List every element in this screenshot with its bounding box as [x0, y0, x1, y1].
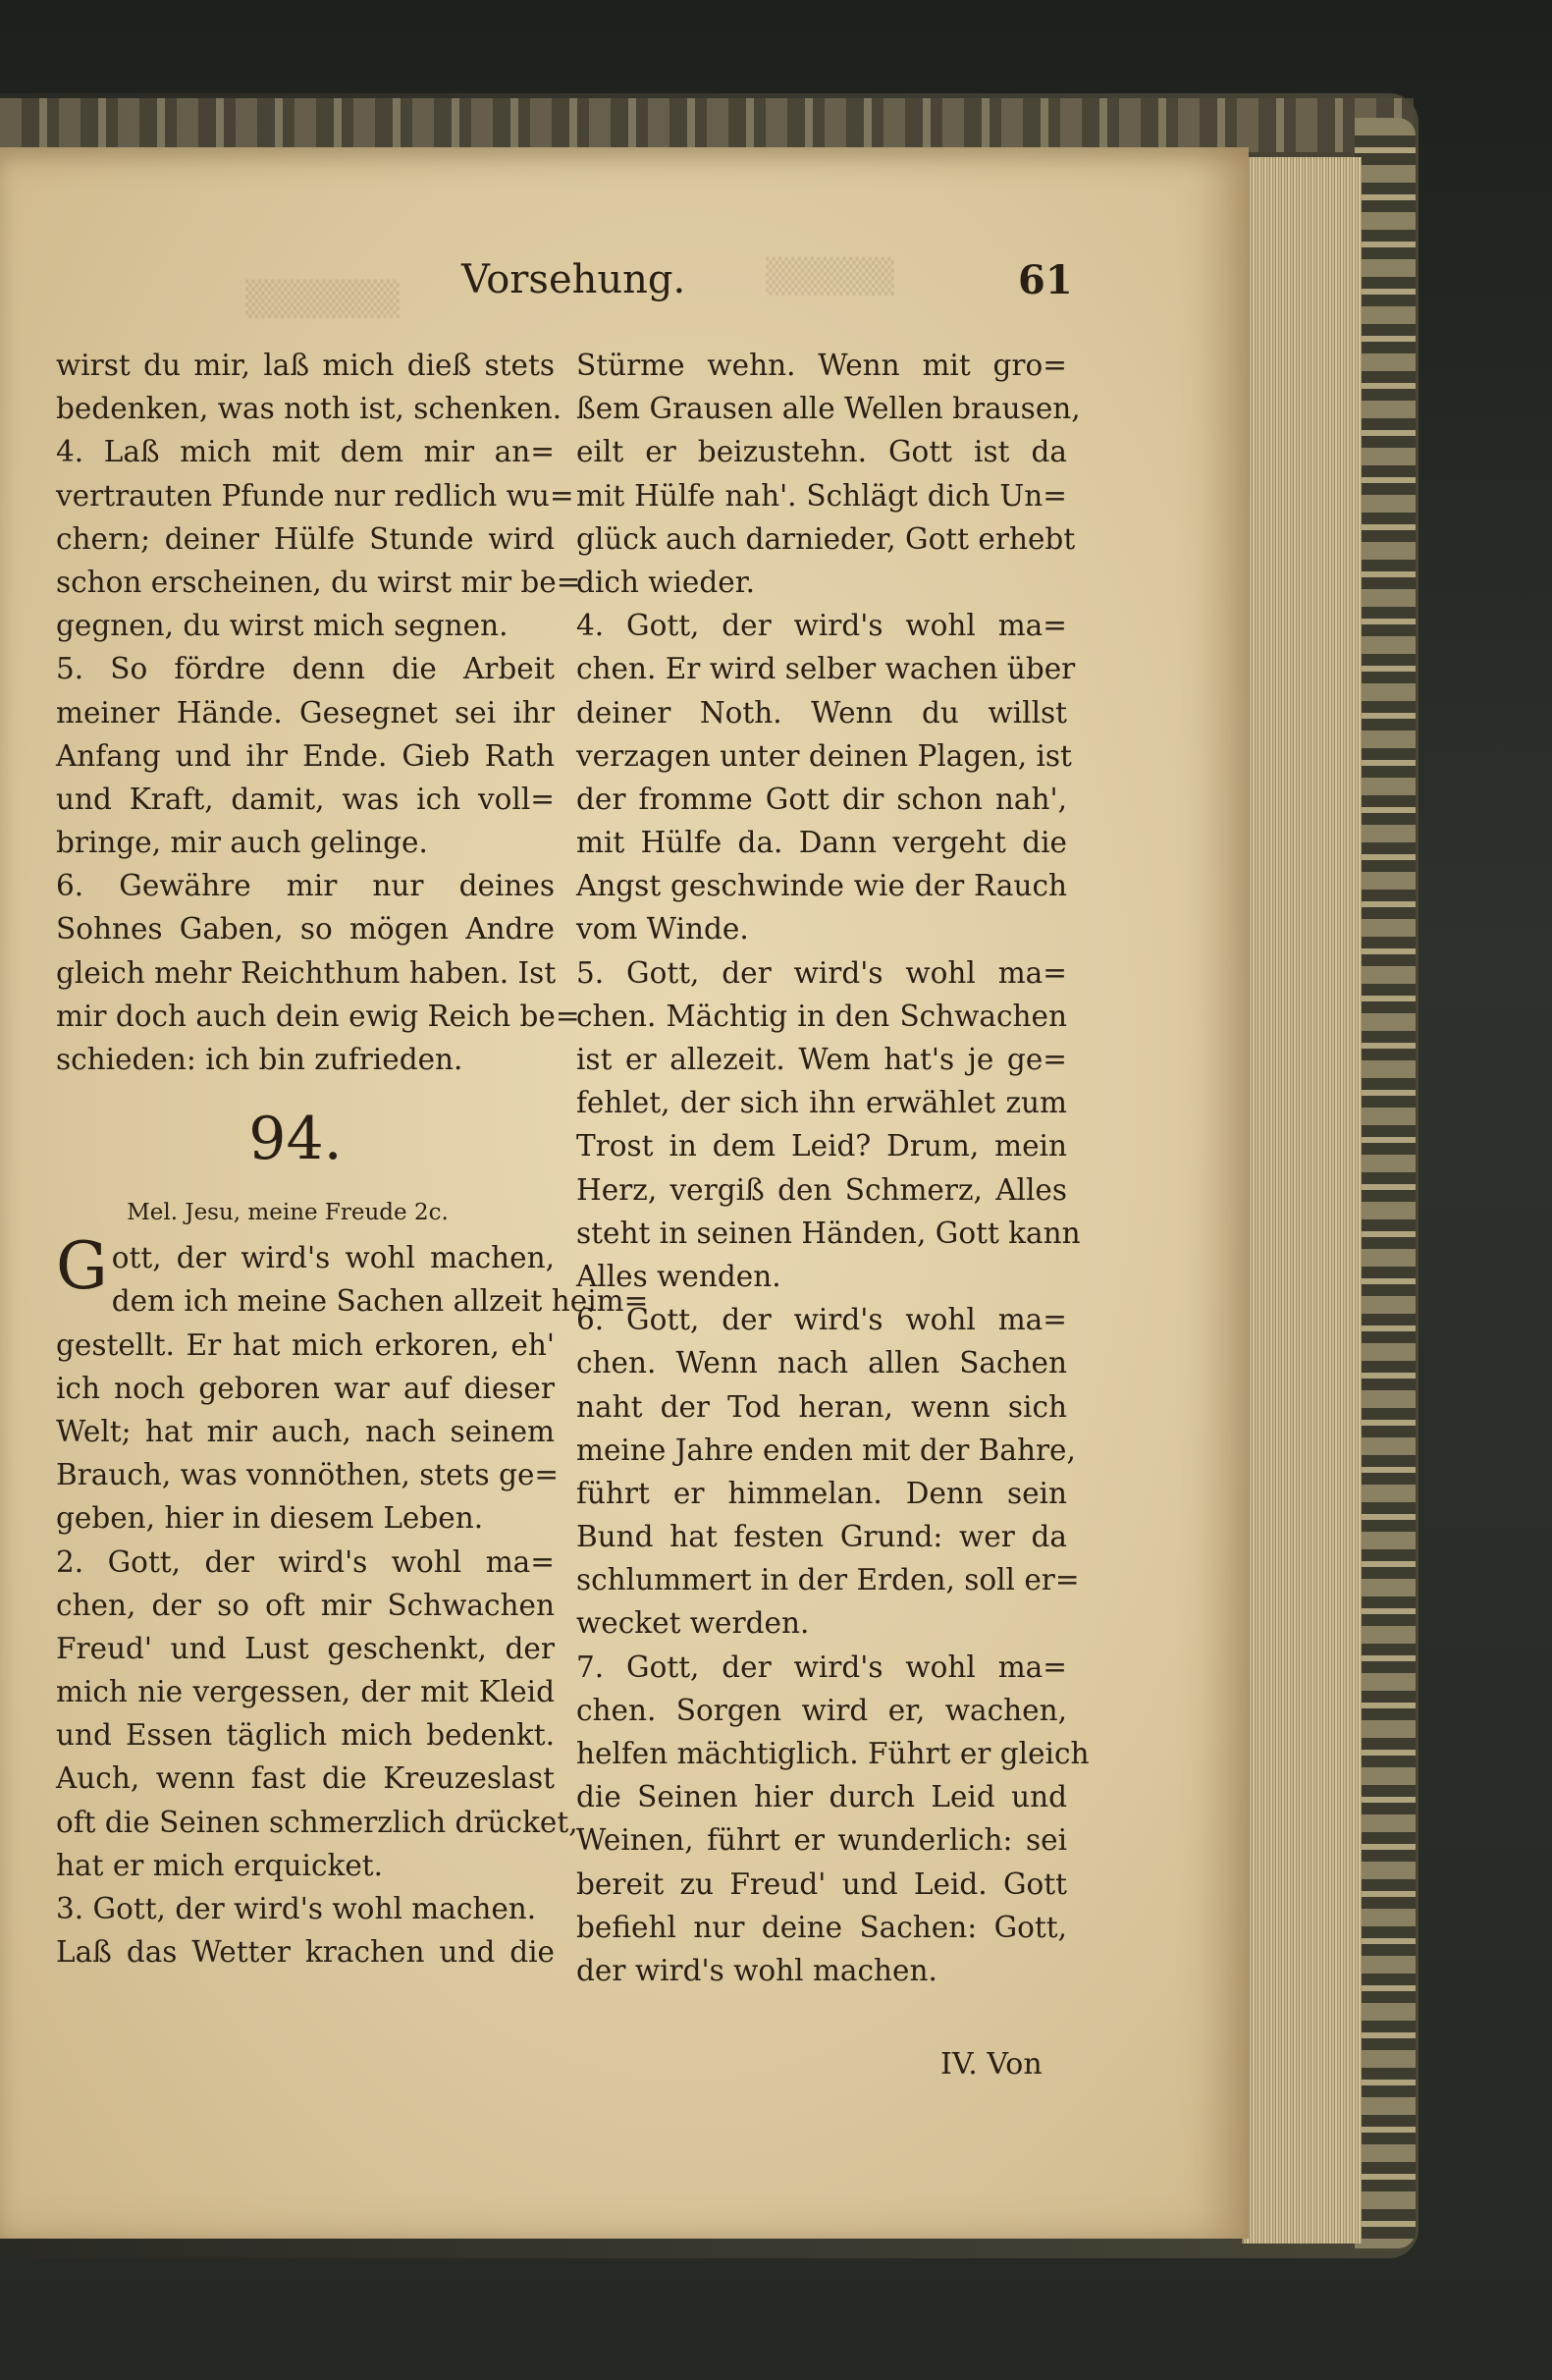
- text-line: 6. Gewähre mir nur deines: [56, 869, 555, 903]
- text-line: bereit zu Freud' und Leid. Gott: [576, 1866, 1067, 1901]
- text-line: und Kraft, damit, was ich voll=: [56, 782, 555, 816]
- text-line: naht der Tod heran, wenn sich: [576, 1389, 1067, 1424]
- text-line: 2. Gott, der wird's wohl ma=: [56, 1544, 555, 1579]
- text-line: 6. Gott, der wird's wohl ma=: [576, 1303, 1067, 1337]
- text-line: meiner Hände. Gesegnet sei ihr: [56, 695, 555, 730]
- text-line: Herz, vergiß den Schmerz, Alles: [576, 1172, 1067, 1207]
- text-line: chen. Er wird selber wachen über: [576, 652, 1076, 686]
- first-line-text: ott, der wird's wohl machen,: [111, 1241, 555, 1275]
- right-column: [576, 344, 1090, 1992]
- text-line: gegnen, du wirst mich segnen.: [56, 609, 508, 643]
- catchword: IV. Von: [940, 2047, 1043, 2082]
- text-line: 5. Gott, der wird's wohl ma=: [576, 955, 1067, 990]
- text-line: hat er mich erquicket.: [56, 1848, 384, 1882]
- text-line: dich wieder.: [576, 565, 755, 599]
- right-text: [576, 344, 1090, 1992]
- dropcap: G: [56, 1228, 108, 1305]
- text-line: der fromme Gott dir schon nah',: [576, 782, 1067, 816]
- bleed-through: ▒▒▒▒▒▒: [245, 280, 400, 319]
- text-line: 3. Gott, der wird's wohl machen.: [56, 1892, 537, 1926]
- text-line: ist er allezeit. Wem hat's je ge=: [576, 1043, 1067, 1076]
- text-line: ich noch geboren war auf dieser: [56, 1371, 555, 1405]
- text-line: Anfang und ihr Ende. Gieb Rath: [56, 738, 555, 773]
- text-line: vom Winde.: [576, 912, 749, 947]
- text-line: führt er himmelan. Denn sein: [576, 1476, 1067, 1510]
- text-line: bedenken, was noth ist, schenken.: [56, 392, 562, 426]
- text-line: vertrauten Pfunde nur redlich wu=: [56, 478, 574, 513]
- text-line: bringe, mir auch gelinge.: [56, 826, 428, 860]
- left-text-top: [56, 344, 581, 1081]
- text-line: Welt; hat mir auch, nach seinem: [56, 1414, 555, 1448]
- text-line: Laß das Wetter krachen und die: [56, 1935, 555, 1970]
- text-line: Trost in dem Leid? Drum, mein: [576, 1129, 1067, 1163]
- text-line: mit Hülfe da. Dann vergeht die: [576, 826, 1067, 860]
- text-line: Brauch, was vonnöthen, stets ge=: [56, 1458, 560, 1492]
- text-line: und Essen täglich mich bedenkt.: [56, 1718, 555, 1753]
- text-line: meine Jahre enden mit der Bahre,: [576, 1433, 1076, 1467]
- hymn-number: 94.: [248, 1105, 343, 1174]
- left-text-bottom: [56, 1279, 649, 1974]
- text-line: chen. Sorgen wird er, wachen,: [576, 1693, 1067, 1727]
- text-line: fehlet, der sich ihn erwählet zum: [576, 1086, 1067, 1120]
- text-line: 7. Gott, der wird's wohl ma=: [576, 1650, 1067, 1684]
- text-line: mit Hülfe nah'. Schlägt dich Un=: [576, 478, 1067, 513]
- hymn-first-line: [56, 1228, 555, 1305]
- cover-ornament-band: [0, 98, 1414, 152]
- left-column: [56, 344, 649, 1974]
- text-line: oft die Seinen schmerzlich drücket,: [56, 1805, 578, 1839]
- page-edges: [1242, 157, 1362, 2244]
- text-line: chen. Mächtig in den Schwachen: [576, 999, 1067, 1033]
- text-line: verzagen unter deinen Plagen, ist: [576, 738, 1072, 773]
- text-line: gestellt. Er hat mich erkoren, eh': [56, 1327, 555, 1362]
- text-line: mir doch auch dein ewig Reich be=: [56, 999, 580, 1033]
- text-line: Freud' und Lust geschenkt, der: [56, 1631, 555, 1665]
- text-line: 4. Laß mich mit dem mir an=: [56, 435, 555, 469]
- page-header: [0, 257, 1080, 304]
- text-line: Bund hat festen Grund: wer da: [576, 1520, 1067, 1554]
- text-line: Alles wenden.: [576, 1259, 781, 1293]
- text-line: der wird's wohl machen.: [576, 1953, 937, 1987]
- text-line: 5. So fördre denn die Arbeit: [56, 652, 555, 686]
- text-line: schlummert in der Erden, soll er=: [576, 1563, 1080, 1597]
- text-line: Stürme wehn. Wenn mit gro=: [576, 349, 1067, 382]
- melody-line: Mel. Jesu, meine Freude 2c.: [127, 1200, 449, 1226]
- text-line: mich nie vergessen, der mit Kleid: [56, 1675, 555, 1709]
- text-line: wecket werden.: [576, 1606, 810, 1641]
- text-line: ßem Grausen alle Wellen brausen,: [576, 392, 1081, 426]
- text-line: chen, der so oft mir Schwachen: [56, 1588, 555, 1622]
- text-line: deiner Noth. Wenn du willst: [576, 695, 1067, 730]
- text-line: steht in seinen Händen, Gott kann: [576, 1216, 1081, 1250]
- text-line: gleich mehr Reichthum haben. Ist: [56, 955, 557, 990]
- text-line: Angst geschwinde wie der Rauch: [576, 869, 1067, 903]
- text-line: helfen mächtiglich. Führt er gleich: [576, 1737, 1090, 1770]
- text-line: befiehl nur deine Sachen: Gott,: [576, 1910, 1067, 1944]
- running-head: Vorsehung.: [461, 257, 686, 302]
- page-number: 61: [1018, 257, 1073, 303]
- text-line: schon erscheinen, du wirst mir be=: [56, 565, 581, 599]
- text-line: schieden: ich bin zufrieden.: [56, 1043, 463, 1076]
- text-line: Auch, wenn fast die Kreuzeslast: [56, 1761, 555, 1796]
- text-line: chen. Wenn nach allen Sachen: [576, 1346, 1067, 1380]
- text-line: wirst du mir, laß mich dieß stets: [56, 349, 555, 382]
- bleed-through: ▒▒▒▒▒: [766, 257, 894, 297]
- text-line: 4. Gott, der wird's wohl ma=: [576, 609, 1067, 643]
- text-line: chern; deiner Hülfe Stunde wird: [56, 521, 555, 556]
- text-line: glück auch darnieder, Gott erhebt: [576, 521, 1076, 556]
- text-line: dem ich meine Sachen allzeit heim=: [111, 1284, 649, 1319]
- text-line: geben, hier in diesem Leben.: [56, 1501, 484, 1536]
- text-line: eilt er beizustehn. Gott ist da: [576, 435, 1067, 469]
- text-line: die Seinen hier durch Leid und: [576, 1780, 1067, 1814]
- text-line: Weinen, führt er wunderlich: sei: [576, 1823, 1067, 1858]
- cover-side-ornament: [1355, 118, 1416, 2248]
- text-line: Sohnes Gaben, so mögen Andre: [56, 912, 555, 947]
